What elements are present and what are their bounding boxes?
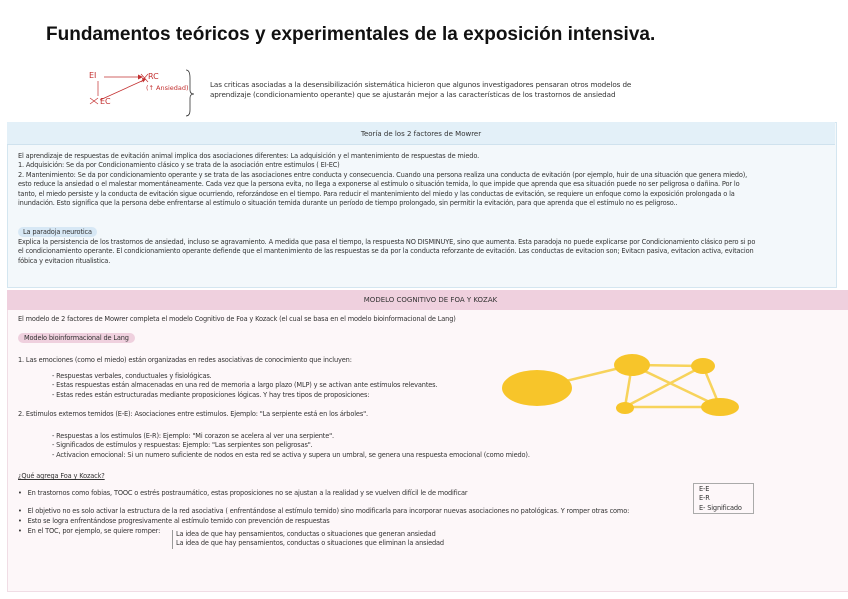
paradox-line: fóbica y evitacion ritualistica. (18, 256, 111, 265)
mowrer-line: 1. Adquisición: Se da por Condicionamiento clásico y se trata de la asociación entre estimulos ( EI-EC) (18, 161, 340, 170)
association-type: E-R (699, 494, 710, 503)
list-item: - Activacion emocional: Si un numero suficiente de nodos en esta red se activa y supera un umbral, se genera una respuesta emocional (como miedo). (52, 450, 530, 459)
bullet-text: El objetivo no es solo activar la estructura de la red asociativa ( enfrentándose al estímulo temido) sino modificarla para incorporar nuevas asociaciones no patológicas. Y romper otras como: (27, 507, 630, 515)
associative-network-icon (495, 335, 780, 425)
intro-note (210, 80, 631, 100)
mowrer-heading: Teoría de los 2 factores de Mowrer (360, 130, 482, 138)
bullet-2: • El objetivo no es solo activar la estructura de la red asociativa ( enfrentándose al estímulo temido) sino modificarla para incorporar nuevas asociaciones no patológicas. Y romper otras como: (18, 507, 630, 515)
question-label-text: ¿Qué agrega Foa y Kozack? (18, 472, 105, 480)
list-item: - Respuestas a los estimulos (E-R): Ejemplo: "Mi corazon se acelera al ver una serpiente". (52, 432, 334, 440)
toc-list (172, 530, 444, 549)
mowrer-line: 2. Mantenimiento: Se da por condicionamiento operante y se trata de las asociaciones entre conducta y consecuencia. Cuando una persona realiza una conducta de evitación (por ejemplo, huir de una situación que genera miedo), (18, 170, 748, 179)
question-label (18, 472, 105, 481)
point-1-list (52, 372, 437, 400)
bullet-1: • En trastornos como fobias, TOOC o estrés postraumático, estas proposiciones no se ajustan a la realidad y se vuelven difícil le de modificar (18, 489, 468, 497)
list-item: - Respuestas verbales, conductuales y fisiológicas. (52, 372, 212, 380)
toc-item: La idea de que hay pensamientos, conductas o situaciones que generan ansiedad (176, 530, 436, 538)
mowrer-line: esto reduce la ansiedad o el malestar momentáneamente. Cada vez que la persona evita, no llega a exponerse al estímulo o situación temida, lo que impide que aprenda que esa situación puede no ser peligrosa o dañina. Por lo (18, 180, 740, 189)
paradox-label-text: La paradoja neurotica (18, 227, 97, 237)
association-types-box (693, 483, 754, 514)
rc-label: RC (148, 72, 159, 81)
bullet-text: En el TOC, por ejemplo, se quiere romper: (27, 527, 161, 535)
paradox-line: Explica la persistencia de los trastornos de ansiedad, incluso se agravamiento. A medida que pasa el tiempo, la respuesta NO DISMINUYE, sino que aumenta. Esta paradoja no puede explicarse por Condicionamiento clásico pero si po (18, 238, 756, 246)
lang-label (18, 334, 135, 343)
anxiety-label: (↑ Ansiedad) (146, 84, 189, 92)
point-1: 1. Las emociones (como el miedo) están organizadas en redes asociativas de conocimiento que incluyen: (18, 356, 352, 364)
bullet-3: • Esto se logra enfrentándose progresivamente al estímulo temido con prevención de respuestas (18, 517, 330, 525)
paradox-line: el condicionamiento operante. El condicionamiento operante defiende que el mantenimiento de las respuestas se da por la conducta reforzante de evitación. Las conductas de evitacion son; Evitacn pasiva, evitacion activa, evitacion (18, 247, 754, 256)
mowrer-line: El aprendizaje de respuestas de evitación animal implica dos asociaciones diferentes: La adquisición y el mantenimiento de respuestas de miedo. (18, 152, 480, 160)
bullet-text: Esto se logra enfrentándose progresivamente al estímulo temido con prevención de respuestas (27, 517, 330, 525)
page-title: Fundamentos teóricos y experimentales de la exposición intensiva. (46, 24, 656, 45)
intro-note-line: aprendizaje (condicionamiento operante) que se ajustarán mejor a las características de los trastornos de ansiedad (210, 90, 616, 99)
ec-label: EC (100, 97, 111, 106)
point-2-list (52, 432, 530, 460)
foa-intro: El modelo de 2 factores de Mowrer completa el modelo Cognitivo de Foa y Kozack (el cual se basa en el modelo bioinformacional de Lang) (18, 315, 456, 323)
ei-label: EI (89, 71, 97, 80)
list-item: - Significados de estímulos y respuestas: Ejemplo: "Las serpientes son peligrosas". (52, 441, 313, 450)
mowrer-body (18, 152, 747, 208)
intro-note-line: Las criticas asociadas a la desensibilización sistemática hicieron que algunos investigadores pensaran otros modelos de (210, 80, 632, 89)
association-type: E- Significado (699, 503, 742, 512)
foa-heading: MODELO COGNITIVO DE FOA Y KOZAK (363, 296, 498, 304)
paradox-body (18, 238, 755, 266)
toc-item: La idea de que hay pensamientos, conductas o situaciones que eliminan la ansiedad (176, 539, 444, 548)
list-item: - Estas redes están estructuradas mediante proposiciones lógicas. Y hay tres tipos de proposiciones: (52, 390, 370, 399)
mowrer-line: tanto, el miedo persiste y la conducta de evitación sigue ocurriendo, reforzándose en el tiempo. Para reducir el mantenimiento del miedo y las conductas de evitación, se requiere un enfoque como la exposición prolongada o la (18, 189, 735, 198)
list-item: - Estas respuestas están almacenadas en una red de memoria a largo plazo (MLP) y se activan ante estímulos relevantes. (52, 381, 438, 390)
point-2: 2. Estimulos externos temidos (E-E): Asociaciones entre estimulos. Ejemplo: "La serpiente está en los árboles". (18, 410, 368, 418)
conditioning-arrows-icon (86, 68, 198, 118)
association-type: E-E (699, 485, 710, 493)
bullet-4: • En el TOC, por ejemplo, se quiere romper: (18, 527, 161, 535)
bullet-text: En trastornos como fobias, TOOC o estrés postraumático, estas proposiciones no se ajustan a la realidad y se vuelven difícil le de modificar (27, 489, 468, 497)
mowrer-line: inundación. Esto significa que la persona debe enfrentarse al estímulo o situación temida durante un período de tiempo prolongado, sin permitir la evitación, para que aprenda que el estímulo no es peligroso.. (18, 199, 678, 208)
paradox-label (18, 228, 97, 237)
conditioning-diagram (86, 68, 198, 118)
lang-label-text: Modelo bioinformacional de Lang (18, 333, 135, 343)
